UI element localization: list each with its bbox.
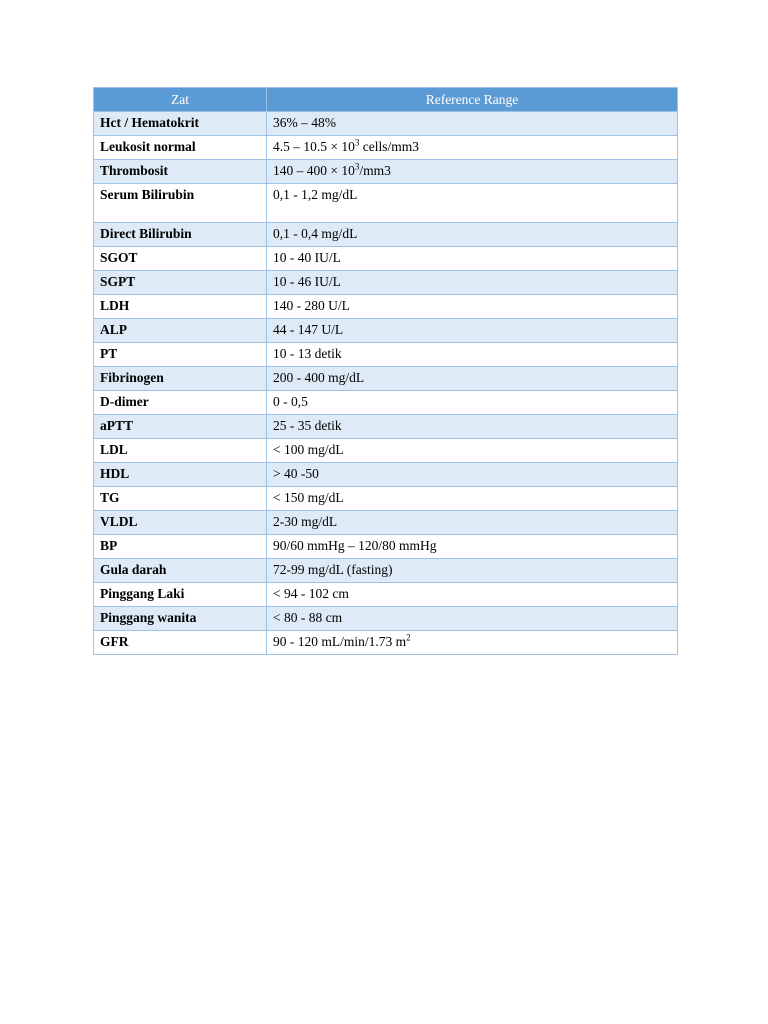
exponent: 2 bbox=[406, 632, 411, 643]
reference-range: 44 - 147 U/L bbox=[267, 319, 678, 343]
table-row bbox=[94, 511, 678, 535]
reference-range: < 100 mg/dL bbox=[267, 439, 678, 463]
substance-name: Pinggang wanita bbox=[94, 607, 267, 631]
reference-range bbox=[267, 136, 678, 160]
table-row bbox=[94, 343, 678, 367]
table-row bbox=[94, 559, 678, 583]
table-row bbox=[94, 295, 678, 319]
reference-range: 0,1 - 1,2 mg/dL bbox=[267, 184, 678, 223]
substance-name: SGPT bbox=[94, 271, 267, 295]
table-header bbox=[94, 88, 678, 112]
table-row bbox=[94, 487, 678, 511]
table-row bbox=[94, 631, 678, 655]
table-row bbox=[94, 160, 678, 184]
substance-name: aPTT bbox=[94, 415, 267, 439]
reference-range: 0 - 0,5 bbox=[267, 391, 678, 415]
reference-range: 90/60 mmHg – 120/80 mmHg bbox=[267, 535, 678, 559]
substance-name: Gula darah bbox=[94, 559, 267, 583]
substance-name: BP bbox=[94, 535, 267, 559]
table-row bbox=[94, 112, 678, 136]
table-row bbox=[94, 247, 678, 271]
table-row bbox=[94, 223, 678, 247]
substance-name: D-dimer bbox=[94, 391, 267, 415]
table-row bbox=[94, 463, 678, 487]
reference-range: < 150 mg/dL bbox=[267, 487, 678, 511]
reference-range: 10 - 13 detik bbox=[267, 343, 678, 367]
substance-name: HDL bbox=[94, 463, 267, 487]
table-row bbox=[94, 319, 678, 343]
substance-name: LDL bbox=[94, 439, 267, 463]
reference-range: < 80 - 88 cm bbox=[267, 607, 678, 631]
header-row bbox=[94, 88, 678, 112]
substance-name: SGOT bbox=[94, 247, 267, 271]
table-row bbox=[94, 367, 678, 391]
table-row bbox=[94, 136, 678, 160]
reference-range: 72-99 mg/dL (fasting) bbox=[267, 559, 678, 583]
reference-range: > 40 -50 bbox=[267, 463, 678, 487]
reference-range: 10 - 40 IU/L bbox=[267, 247, 678, 271]
substance-name: Direct Bilirubin bbox=[94, 223, 267, 247]
column-header-reference-range: Reference Range bbox=[267, 88, 678, 112]
table-body bbox=[94, 112, 678, 655]
range-unit: cells/mm3 bbox=[359, 139, 419, 154]
range-text: 90 - 120 mL/min/1.73 m bbox=[273, 634, 407, 649]
table-row bbox=[94, 607, 678, 631]
table-row bbox=[94, 535, 678, 559]
reference-range: 140 - 280 U/L bbox=[267, 295, 678, 319]
reference-range-table bbox=[93, 87, 678, 655]
substance-name: ALP bbox=[94, 319, 267, 343]
table-row bbox=[94, 415, 678, 439]
column-header-zat: Zat bbox=[94, 88, 267, 112]
range-unit: /mm3 bbox=[359, 163, 391, 178]
substance-name: Pinggang Laki bbox=[94, 583, 267, 607]
reference-range: 10 - 46 IU/L bbox=[267, 271, 678, 295]
reference-range: 25 - 35 detik bbox=[267, 415, 678, 439]
reference-range: < 94 - 102 cm bbox=[267, 583, 678, 607]
substance-name: GFR bbox=[94, 631, 267, 655]
range-text: 4.5 – 10.5 × 10 bbox=[273, 139, 355, 154]
substance-name: Serum Bilirubin bbox=[94, 184, 267, 223]
table-row bbox=[94, 271, 678, 295]
reference-range: 0,1 - 0,4 mg/dL bbox=[267, 223, 678, 247]
substance-name: LDH bbox=[94, 295, 267, 319]
reference-range: 200 - 400 mg/dL bbox=[267, 367, 678, 391]
range-text: 140 – 400 × 10 bbox=[273, 163, 355, 178]
reference-range: 2-30 mg/dL bbox=[267, 511, 678, 535]
substance-name: TG bbox=[94, 487, 267, 511]
substance-name: Thrombosit bbox=[94, 160, 267, 184]
table-row bbox=[94, 391, 678, 415]
substance-name: VLDL bbox=[94, 511, 267, 535]
substance-name: Leukosit normal bbox=[94, 136, 267, 160]
reference-range bbox=[267, 631, 678, 655]
table-row bbox=[94, 439, 678, 463]
table-row bbox=[94, 184, 678, 223]
reference-range: 36% – 48% bbox=[267, 112, 678, 136]
substance-name: Fibrinogen bbox=[94, 367, 267, 391]
exponent: 3 bbox=[354, 137, 360, 148]
substance-name: Hct / Hematokrit bbox=[94, 112, 267, 136]
exponent: 3 bbox=[354, 161, 360, 172]
table-row bbox=[94, 583, 678, 607]
substance-name: PT bbox=[94, 343, 267, 367]
reference-range bbox=[267, 160, 678, 184]
